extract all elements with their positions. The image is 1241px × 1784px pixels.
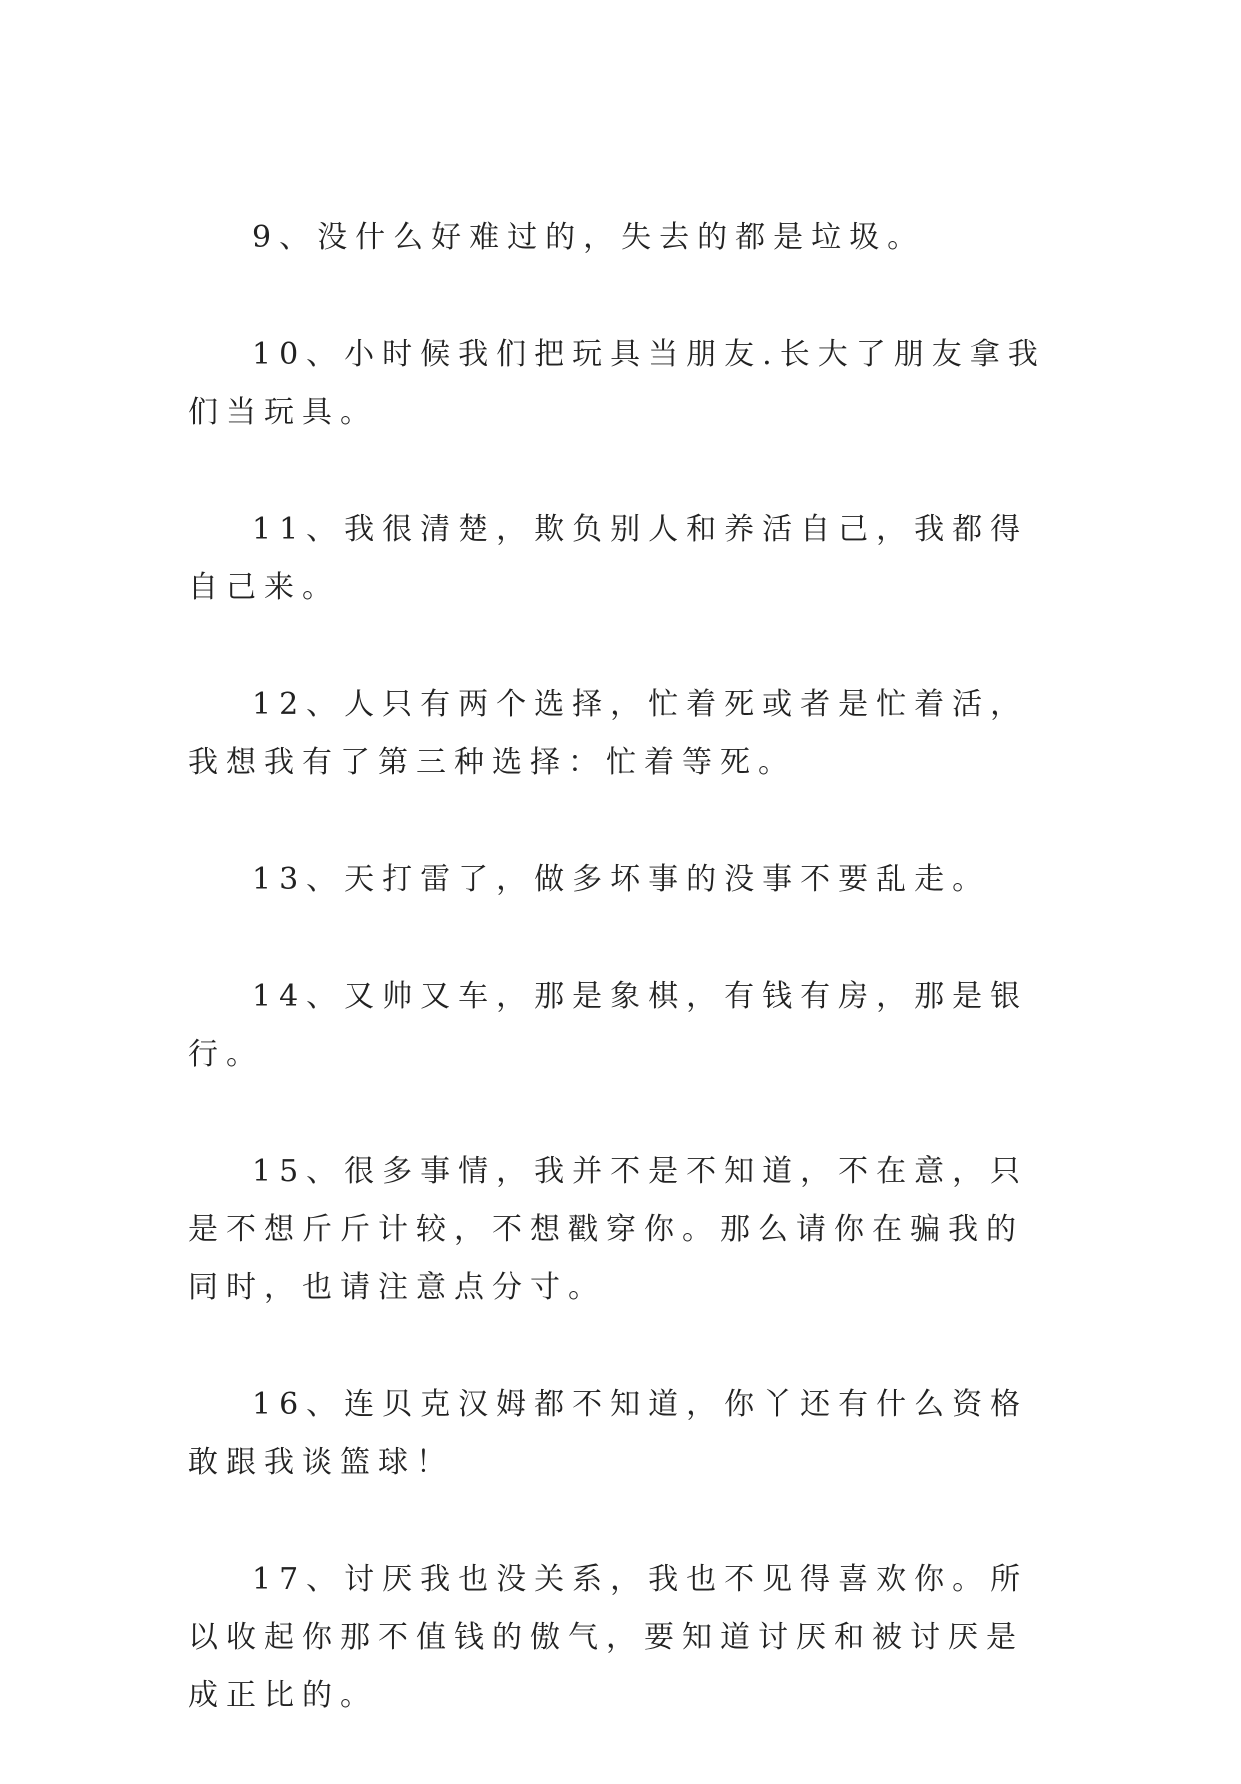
paragraph-9: 9、没什么好难过的，失去的都是垃圾。 bbox=[252, 220, 926, 255]
paragraph-12: 12、人只有两个选择，忙着死或者是忙着活，我想我有了第三种选择：忙着等死。 bbox=[188, 687, 1029, 780]
document-body bbox=[188, 209, 1058, 1784]
paragraph-11: 11、我很清楚，欺负别人和养活自己，我都得自己来。 bbox=[188, 512, 1029, 605]
paragraph-10: 10、小时候我们把玩具当朋友.长大了朋友拿我们当玩具。 bbox=[188, 337, 1046, 430]
paragraph-14: 14、又帅又车，那是象棋，有钱有房，那是银行。 bbox=[188, 979, 1029, 1072]
paragraph-16: 16、连贝克汉姆都不知道，你丫还有什么资格敢跟我谈篮球！ bbox=[188, 1387, 1029, 1480]
paragraph-13: 13、天打雷了，做多坏事的没事不要乱走。 bbox=[252, 862, 991, 897]
paragraph-17: 17、讨厌我也没关系，我也不见得喜欢你。所以收起你那不值钱的傲气，要知道讨厌和被讨厌是成正比的。 bbox=[188, 1562, 1029, 1713]
paragraph-15: 15、很多事情，我并不是不知道，不在意，只是不想斤斤计较，不想戳穿你。那么请你在骗我的同时，也请注意点分寸。 bbox=[188, 1154, 1029, 1305]
